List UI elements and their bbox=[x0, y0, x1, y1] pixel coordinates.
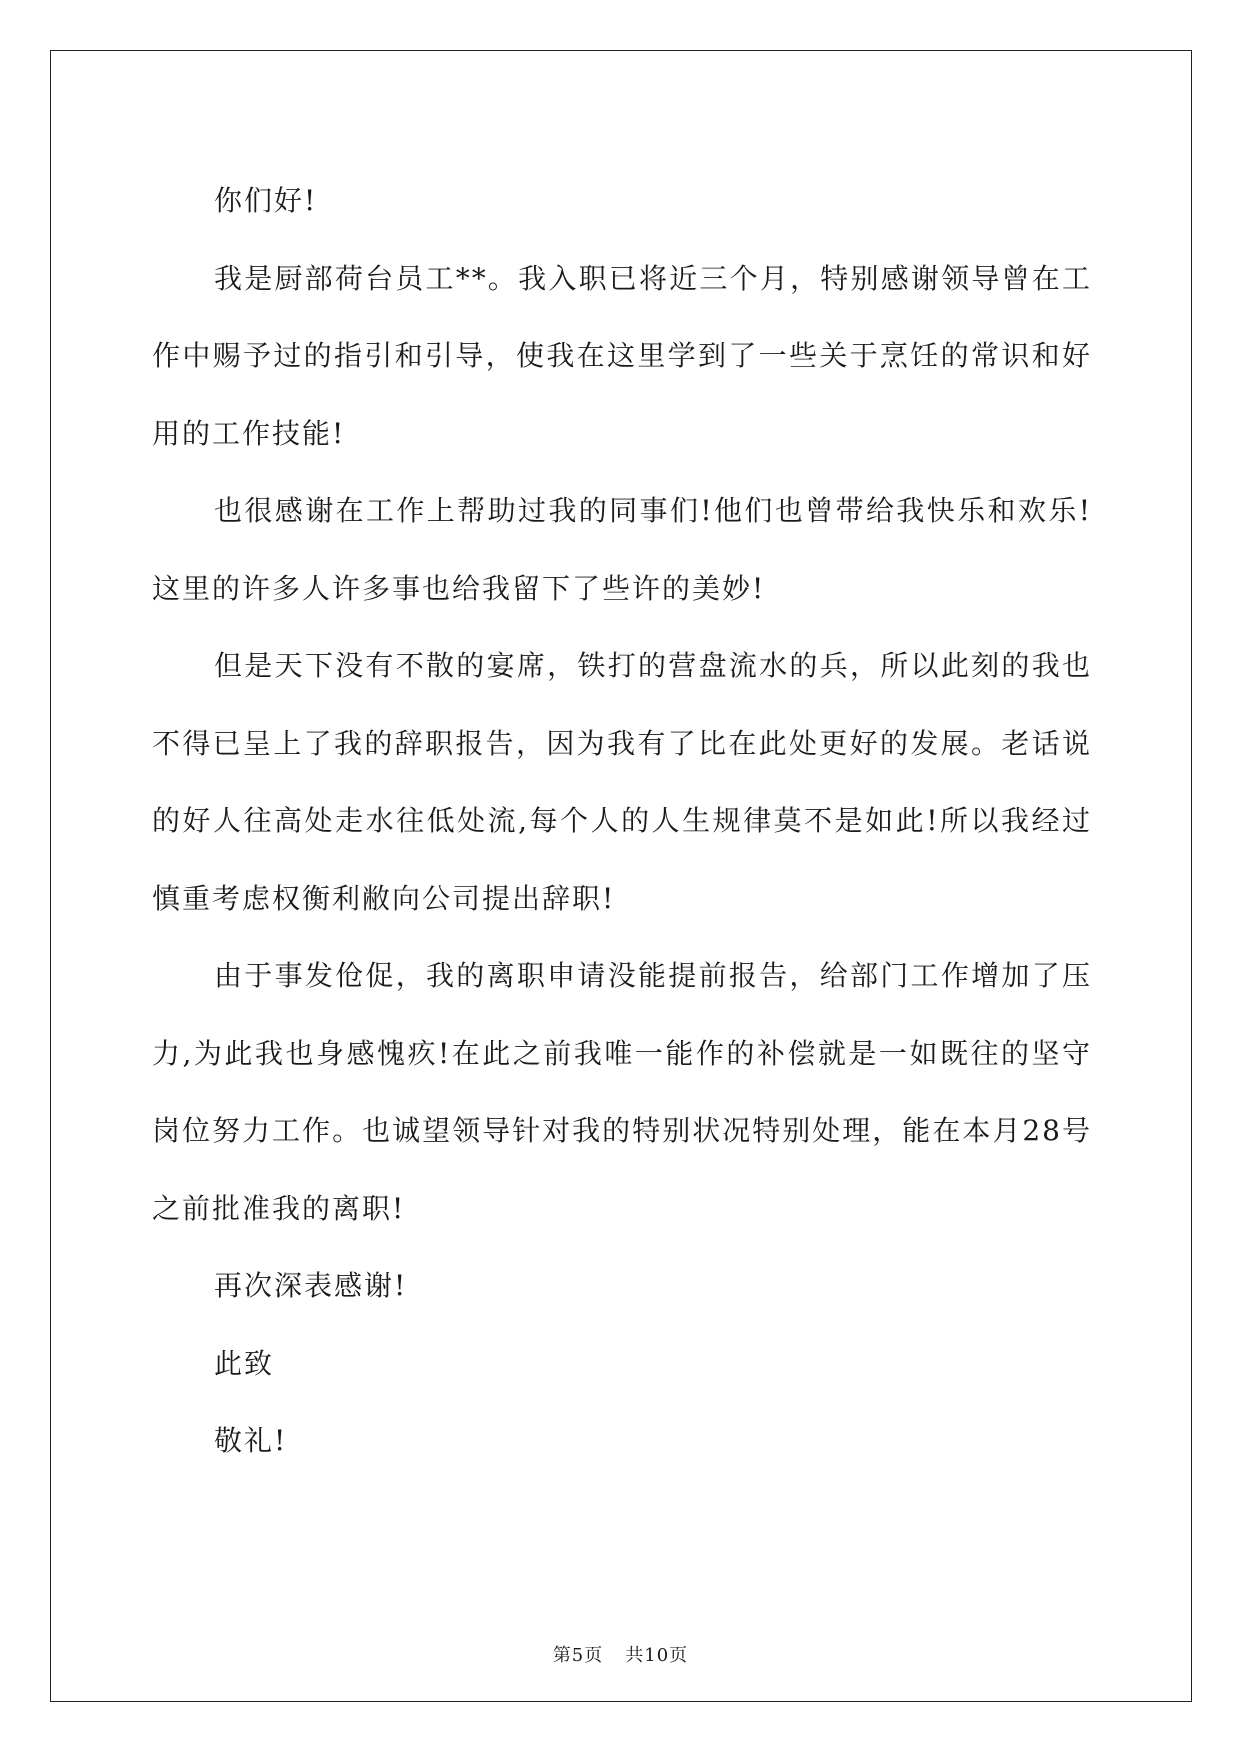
page-number: 第5页 bbox=[552, 1645, 604, 1666]
closing-salutation: 此致 bbox=[214, 1346, 275, 1380]
paragraph-thanks-colleagues: 也很感谢在工作上帮助过我的同事们!他们也曾带给我快乐和欢乐!这里的许多人许多事也给我留下了些许的美妙! bbox=[152, 494, 1092, 605]
page-footer bbox=[0, 1641, 1241, 1667]
closing-thanks: 再次深表感谢! bbox=[214, 1269, 408, 1302]
paragraph-introduction: 我是厨部荷台员工**。我入职已将近三个月，特别感谢领导曾在工作中赐予过的指引和引导，使我在这里学到了一些关于烹饪的常识和好用的工作技能! bbox=[152, 261, 1092, 450]
greeting: 你们好! bbox=[214, 184, 318, 217]
paragraph-apology-request: 由于事发伧促，我的离职申请没能提前报告，给部门工作增加了压力,为此我也身感愧疚!在此之前我唯一能作的补偿就是一如既往的坚守岗位努力工作。也诚望领导针对我的特别状况特别处理，能在本月28号之前批准我的离职! bbox=[152, 959, 1092, 1225]
closing-regards: 敬礼! bbox=[214, 1424, 288, 1457]
letter-body bbox=[152, 162, 1092, 1480]
page-total: 共10页 bbox=[625, 1645, 689, 1666]
paragraph-resignation-reason: 但是天下没有不散的宴席，铁打的营盘流水的兵，所以此刻的我也不得已呈上了我的辞职报告，因为我有了比在此处更好的发展。老话说的好人往高处走水往低处流,每个人的人生规律莫不是如此!所以我经过慎重考虑权衡利敝向公司提出辞职! bbox=[152, 649, 1092, 915]
